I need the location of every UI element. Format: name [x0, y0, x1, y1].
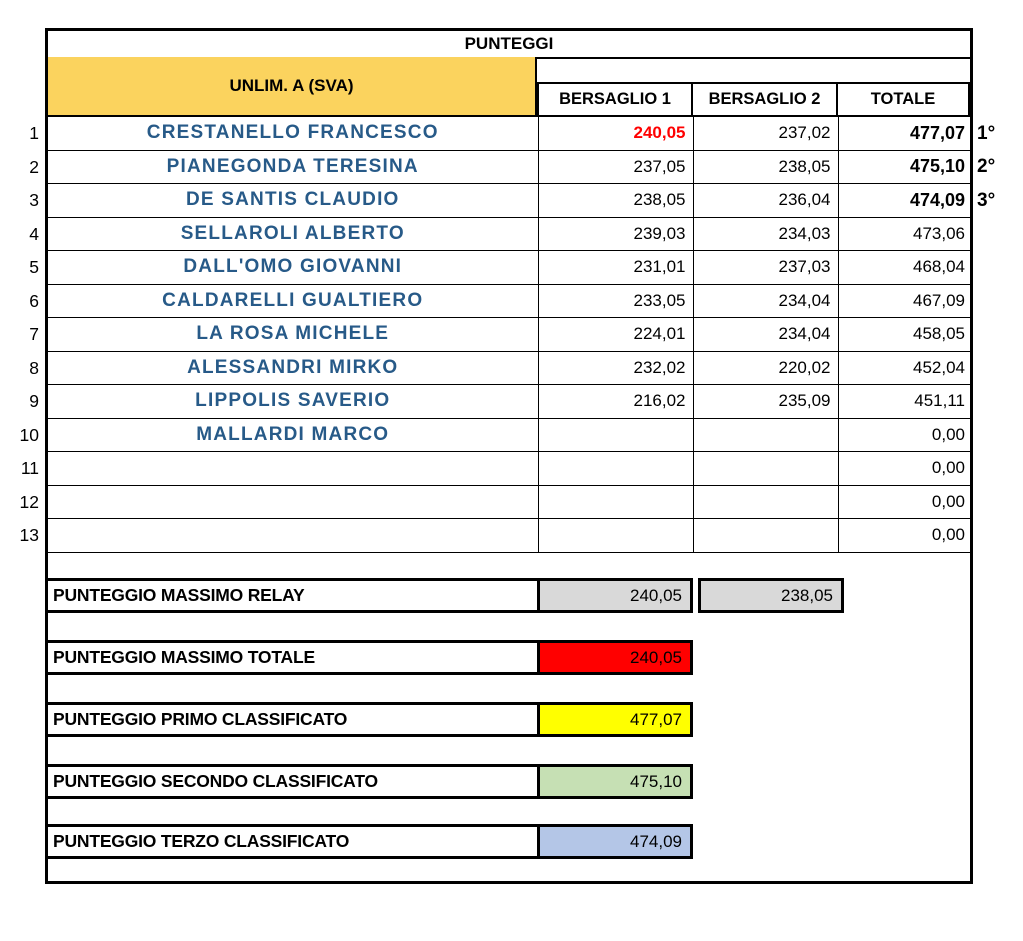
totale-cell[interactable]: 474,09	[909, 189, 965, 210]
cell-massimo-relay-bersaglio2[interactable]: 238,05	[698, 578, 844, 613]
bersaglio1-cell[interactable]: 232,02	[539, 352, 694, 385]
bersaglio1-cell[interactable]	[539, 486, 694, 519]
table-header	[48, 57, 970, 117]
label-punteggio-terzo-classificato[interactable]: PUNTEGGIO TERZO CLASSIFICATO	[45, 824, 540, 859]
bersaglio1-cell[interactable]: 216,02	[539, 385, 694, 418]
totale-cell[interactable]: 0,00	[931, 424, 965, 444]
bersaglio2-cell[interactable]: 234,03	[694, 218, 839, 251]
table-row	[48, 385, 970, 419]
player-name-cell[interactable]	[48, 519, 539, 552]
table-row	[48, 251, 970, 285]
totale-cell[interactable]: 0,00	[931, 491, 965, 511]
bersaglio1-cell[interactable]	[539, 419, 694, 452]
bersaglio2-cell[interactable]	[694, 486, 839, 519]
sheet-title: PUNTEGGI	[464, 34, 554, 53]
rank-label-column	[977, 117, 1021, 553]
table-row	[48, 218, 970, 252]
label-punteggio-massimo-relay[interactable]: PUNTEGGIO MASSIMO RELAY	[45, 578, 540, 613]
column-header-bersaglio1[interactable]: BERSAGLIO 1	[537, 82, 693, 115]
rank-label[interactable]	[977, 519, 1021, 553]
rank-label[interactable]	[977, 486, 1021, 520]
row-number-column	[0, 117, 42, 553]
player-name-cell[interactable]: ALESSANDRI MIRKO	[48, 352, 539, 385]
bersaglio2-cell[interactable]: 237,02	[694, 117, 839, 150]
totale-cell[interactable]: 473,06	[913, 223, 965, 243]
category-header-cell[interactable]: UNLIM. A (SVA)	[48, 57, 537, 115]
table-row	[48, 318, 970, 352]
cell-secondo-classificato[interactable]: 475,10	[537, 764, 693, 799]
row-number[interactable]: 5	[29, 257, 39, 278]
table-row	[48, 486, 970, 520]
player-name-cell[interactable]: LA ROSA MICHELE	[48, 318, 539, 351]
row-number[interactable]: 1	[29, 123, 39, 144]
totale-cell[interactable]: 467,09	[913, 290, 965, 310]
rank-label[interactable]	[977, 385, 1021, 419]
bersaglio1-cell[interactable]	[539, 519, 694, 552]
table-row	[48, 285, 970, 319]
totale-cell[interactable]: 458,05	[913, 324, 965, 344]
rank-label[interactable]	[977, 218, 1021, 252]
bersaglio2-cell[interactable]: 220,02	[694, 352, 839, 385]
row-number[interactable]: 2	[29, 156, 39, 177]
rank-label[interactable]	[977, 251, 1021, 285]
cell-terzo-classificato[interactable]: 474,09	[537, 824, 693, 859]
bersaglio2-cell[interactable]	[694, 419, 839, 452]
player-name-cell[interactable]	[48, 486, 539, 519]
cell-primo-classificato[interactable]: 477,07	[537, 702, 693, 737]
row-number[interactable]: 10	[19, 424, 39, 445]
table-row	[48, 519, 970, 553]
sheet-title-cell[interactable]	[48, 31, 970, 59]
bersaglio1-cell[interactable]: 238,05	[539, 184, 694, 217]
row-number[interactable]: 4	[29, 223, 39, 244]
bersaglio2-cell[interactable]: 236,04	[694, 184, 839, 217]
bersaglio1-cell[interactable]: 240,05	[539, 117, 694, 150]
player-name-cell[interactable]: DALL'OMO GIOVANNI	[48, 251, 539, 284]
row-number[interactable]: 8	[29, 357, 39, 378]
bersaglio2-cell[interactable]: 234,04	[694, 285, 839, 318]
table-row	[48, 117, 970, 151]
cell-massimo-totale[interactable]: 240,05	[537, 640, 693, 675]
bersaglio2-cell[interactable]	[694, 452, 839, 485]
rank-label[interactable]	[977, 419, 1021, 453]
player-name-cell[interactable]: LIPPOLIS SAVERIO	[48, 385, 539, 418]
row-number[interactable]: 12	[19, 491, 39, 512]
rank-label[interactable]	[977, 452, 1021, 486]
table-row	[48, 419, 970, 453]
rank-label[interactable]: 3°	[977, 189, 996, 211]
row-number[interactable]: 6	[29, 290, 39, 311]
player-name-cell[interactable]: MALLARDI MARCO	[48, 419, 539, 452]
totale-cell[interactable]: 451,11	[914, 391, 965, 411]
player-name-cell[interactable]: CALDARELLI GUALTIERO	[48, 285, 539, 318]
row-number[interactable]: 3	[29, 190, 39, 211]
bersaglio1-cell[interactable]: 239,03	[539, 218, 694, 251]
cell-massimo-relay-bersaglio1[interactable]: 240,05	[537, 578, 693, 613]
totale-cell[interactable]: 0,00	[931, 525, 965, 545]
bersaglio2-cell[interactable]: 237,03	[694, 251, 839, 284]
rank-label[interactable]	[977, 285, 1021, 319]
totale-cell[interactable]: 477,07	[909, 122, 965, 143]
bersaglio1-cell[interactable]: 224,01	[539, 318, 694, 351]
label-punteggio-primo-classificato[interactable]: PUNTEGGIO PRIMO CLASSIFICATO	[45, 702, 540, 737]
column-header-totale[interactable]: TOTALE	[836, 82, 970, 115]
row-number[interactable]: 7	[29, 324, 39, 345]
player-name-cell[interactable]: SELLAROLI ALBERTO	[48, 218, 539, 251]
bersaglio2-cell[interactable]: 235,09	[694, 385, 839, 418]
totale-cell[interactable]: 475,10	[909, 156, 965, 177]
bersaglio2-cell[interactable]: 238,05	[694, 151, 839, 184]
rank-label[interactable]: 1°	[977, 122, 996, 144]
rank-label[interactable]	[977, 352, 1021, 386]
rank-label[interactable]: 2°	[977, 156, 996, 178]
table-row	[48, 452, 970, 486]
player-name-cell[interactable]: DE SANTIS CLAUDIO	[48, 184, 539, 217]
totale-cell[interactable]: 452,04	[913, 357, 965, 377]
row-number[interactable]: 11	[20, 458, 39, 479]
rank-label[interactable]	[977, 318, 1021, 352]
label-punteggio-massimo-totale[interactable]: PUNTEGGIO MASSIMO TOTALE	[45, 640, 540, 675]
player-name-cell[interactable]: PIANEGONDA TERESINA	[48, 151, 539, 184]
results-grid	[48, 117, 970, 553]
totale-cell[interactable]: 0,00	[931, 458, 965, 478]
bersaglio2-cell[interactable]	[694, 519, 839, 552]
table-row	[48, 352, 970, 386]
player-name-cell[interactable]	[48, 452, 539, 485]
bersaglio1-cell[interactable]: 233,05	[539, 285, 694, 318]
totale-cell[interactable]: 468,04	[913, 257, 965, 277]
column-header-bersaglio2[interactable]: BERSAGLIO 2	[691, 82, 838, 115]
table-row	[48, 184, 970, 218]
row-number[interactable]: 9	[29, 391, 39, 412]
score-table	[45, 28, 973, 884]
bersaglio1-cell[interactable]: 237,05	[539, 151, 694, 184]
row-number[interactable]: 13	[19, 525, 39, 546]
bersaglio1-cell[interactable]: 231,01	[539, 251, 694, 284]
bersaglio2-cell[interactable]: 234,04	[694, 318, 839, 351]
bersaglio1-cell[interactable]	[539, 452, 694, 485]
player-name-cell[interactable]: CRESTANELLO FRANCESCO	[48, 117, 539, 150]
table-row	[48, 151, 970, 185]
label-punteggio-secondo-classificato[interactable]: PUNTEGGIO SECONDO CLASSIFICATO	[45, 764, 540, 799]
